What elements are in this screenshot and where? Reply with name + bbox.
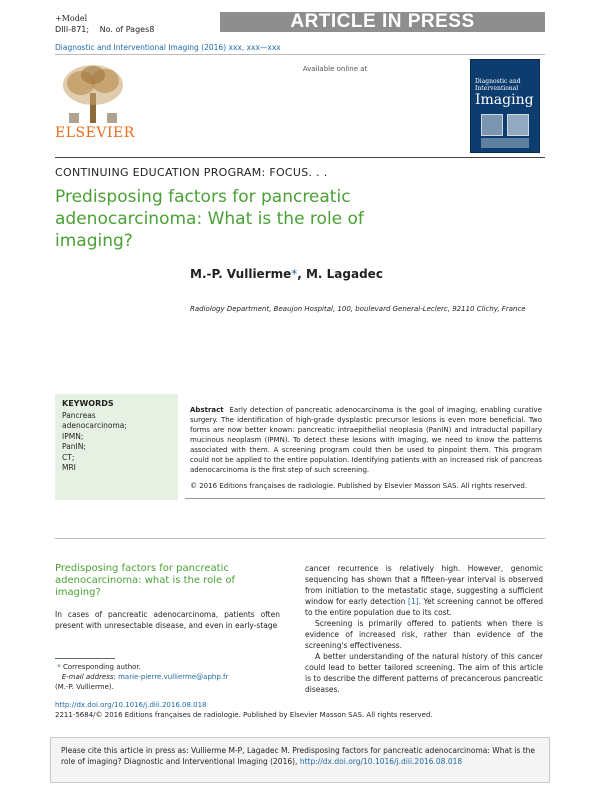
cover-image-icon: [481, 138, 529, 148]
keywords-box: [55, 394, 178, 500]
footnote-star: *: [57, 663, 61, 671]
article-in-press-banner: ARTICLE IN PRESS: [220, 12, 545, 32]
email-label: E-mail address:: [61, 673, 116, 681]
author-1[interactable]: M.-P. Vullierme: [190, 267, 292, 281]
authors: [190, 267, 383, 281]
abstract: [190, 405, 542, 475]
keyword-item: MRI: [62, 463, 76, 472]
cover-image-icon: [507, 114, 529, 136]
section-label: CONTINUING EDUCATION PROGRAM: FOCUS. . .: [55, 166, 328, 179]
reference-link[interactable]: [1]: [408, 597, 419, 606]
publisher-banner: [55, 54, 545, 154]
article-title: Predisposing factors for pancreatic adenocarcinoma: What is the role of imaging?: [55, 187, 364, 251]
journal-reference[interactable]: Diagnostic and Interventional Imaging (2016) xxx, xxx—xxx: [55, 43, 281, 52]
citation-text: Please cite this article in press as: Vullierme M-P, Lagadec M. Predisposing factors for pancreatic adenocarcinoma: What is the role of imaging? Diagnostic and Interventional Imaging (2016),: [61, 746, 536, 766]
keyword-item: adenocarcinoma;: [62, 421, 127, 430]
abstract-copyright: © 2016 Editions françaises de radiologie. Published by Elsevier Masson SAS. All rights reserved.: [190, 482, 528, 490]
divider: [55, 157, 545, 158]
cover-title-big: Imaging: [475, 92, 534, 108]
journal-cover: [470, 59, 540, 153]
paragraph-text: . Yet screening cannot be offered to the entire population due to its cost.: [305, 597, 543, 617]
citation-doi-link[interactable]: http://dx.doi.org/10.1016/j.diii.2016.08.018: [299, 757, 463, 766]
footnote-divider: [55, 658, 115, 659]
author-2[interactable]: , M. Lagadec: [297, 267, 383, 281]
header-left: [55, 13, 162, 35]
body-paragraph: Screening is primarily offered to patients when there is evidence of increased risk, rather than evidence of the screening's effectiveness.: [305, 619, 543, 650]
issn-line: 2211-5684/© 2016 Editions françaises de radiologie. Published by Elsevier Masson SAS. All rights reserved.: [55, 711, 433, 719]
doi-link[interactable]: http://dx.doi.org/10.1016/j.diii.2016.08.018: [55, 701, 207, 709]
divider: [55, 538, 545, 539]
available-online: Available online at: [302, 65, 368, 73]
body-column-2: [305, 563, 543, 695]
abstract-label: Abstract: [190, 406, 224, 414]
body-paragraph: A better understanding of the natural history of this cancer could lead to better tailored screening. The aim of this article is to describe the different patterns of precancerous pancreatic diseases.: [305, 652, 543, 694]
affiliation: Radiology Department, Beaujon Hospital, 100, boulevard General-Leclerc, 92110 Clichy, France: [190, 305, 526, 313]
article-id: DIII-871;: [55, 25, 90, 34]
paragraph-text: cancer recurrence is relatively high. However, genomic sequencing has shown that a fifteen-year interval is observed from initiation to the metastatic stage, suggesting a sufficient window for early detection: [305, 564, 543, 606]
abstract-text: Early detection of pancreatic adenocarcinoma is the goal of imaging, enabling curative surgery. The identification of high-grade dysplastic precursor lesions is even more beneficial. Two forms are now better known: pancreatic intraepithelial neoplasia (PanIN) and intraductal papillary mucinous neoplasm (IPMN). To detect these lesions with imaging, we need to know the patterns associated with them. A screening program could then be used to pinpoint them. This program could not be applied to the entire population. Identifying patients with an increased risk of pancreas adenocarcinoma is the first step of such screening.: [190, 406, 543, 474]
keyword-item: CT;: [62, 452, 75, 462]
footnote: [55, 662, 228, 692]
keyword-item: IPMN;: [62, 431, 84, 441]
page-count: No. of Pages8: [99, 25, 155, 34]
email-owner: (M.-P. Vullierme).: [55, 683, 114, 691]
citation-box: [50, 737, 550, 783]
model-tag: +Model: [55, 14, 88, 23]
keyword-item: Pancreas: [62, 410, 96, 420]
corresponding-author: Corresponding author.: [62, 663, 141, 671]
elsevier-wordmark: ELSEVIER: [55, 125, 135, 141]
keywords-heading: KEYWORDS: [62, 399, 114, 408]
cover-title-small: Diagnostic and Interventional: [475, 78, 521, 92]
body-paragraph: [305, 563, 543, 618]
keyword-item: PanIN;: [62, 442, 86, 451]
body-column-1: [55, 563, 280, 631]
divider: [185, 498, 545, 499]
body-heading: Predisposing factors for pancreatic adenocarcinoma: what is the role of imaging?: [55, 563, 236, 598]
cover-image-icon: [481, 114, 503, 136]
body-paragraph: In cases of pancreatic adenocarcinoma, patients often present with unresectable disease, and even in early-stage: [55, 610, 280, 630]
corresponding-star[interactable]: *: [291, 267, 298, 281]
email-link[interactable]: marie-pierre.vullierme@aphp.fr: [118, 673, 229, 681]
